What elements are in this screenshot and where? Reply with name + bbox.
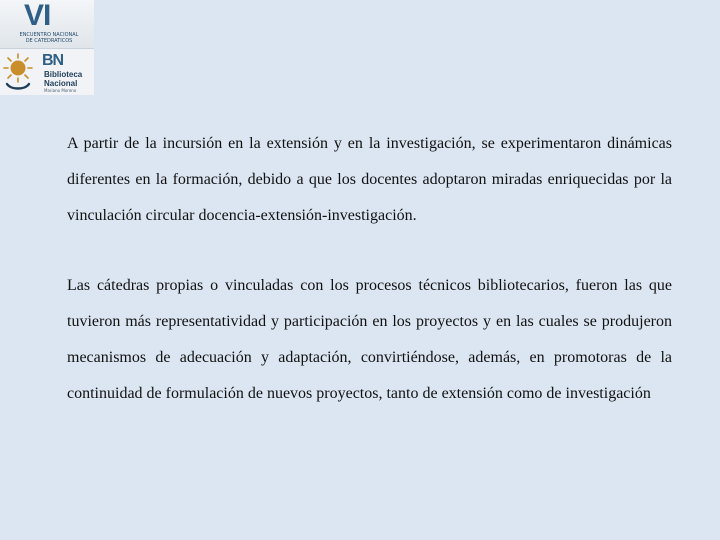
logo-block bbox=[0, 0, 96, 96]
slide-body bbox=[67, 126, 672, 412]
sun-icon bbox=[1, 52, 35, 92]
paragraph-2: Las cátedras propias o vinculadas con los procesos técnicos bibliotecarios, fueron las que tuvieron más representatividad y participación en los proyectos y en las cuales se produjeron mecanismos de adecuación y adaptación, convirtiéndose, además, en promotoras de la continuidad de formulación de nuevos proyectos, tanto de extensión como de investigación bbox=[67, 277, 672, 402]
event-logo-mark: VI bbox=[24, 0, 51, 32]
event-logo-caption-line1: ENCUENTRO NACIONAL bbox=[19, 32, 79, 38]
library-name-line3: Mariano Moreno bbox=[44, 88, 77, 93]
library-name-line2: Nacional bbox=[44, 79, 78, 88]
library-logo bbox=[0, 49, 94, 95]
event-logo-caption-line2: DE CATEDRATICOS bbox=[25, 38, 73, 44]
event-logo bbox=[0, 0, 94, 49]
library-logo-mark: BN bbox=[42, 52, 64, 69]
library-name-line1: Biblioteca bbox=[44, 70, 83, 79]
paragraph-1: A partir de la incursión en la extensión y en la investigación, se experimentaron dinámicas diferentes en la formación, debido a que los docentes adoptaron miradas enriquecidas por la vinculación circular docencia-extensión-investigación. bbox=[67, 135, 672, 224]
